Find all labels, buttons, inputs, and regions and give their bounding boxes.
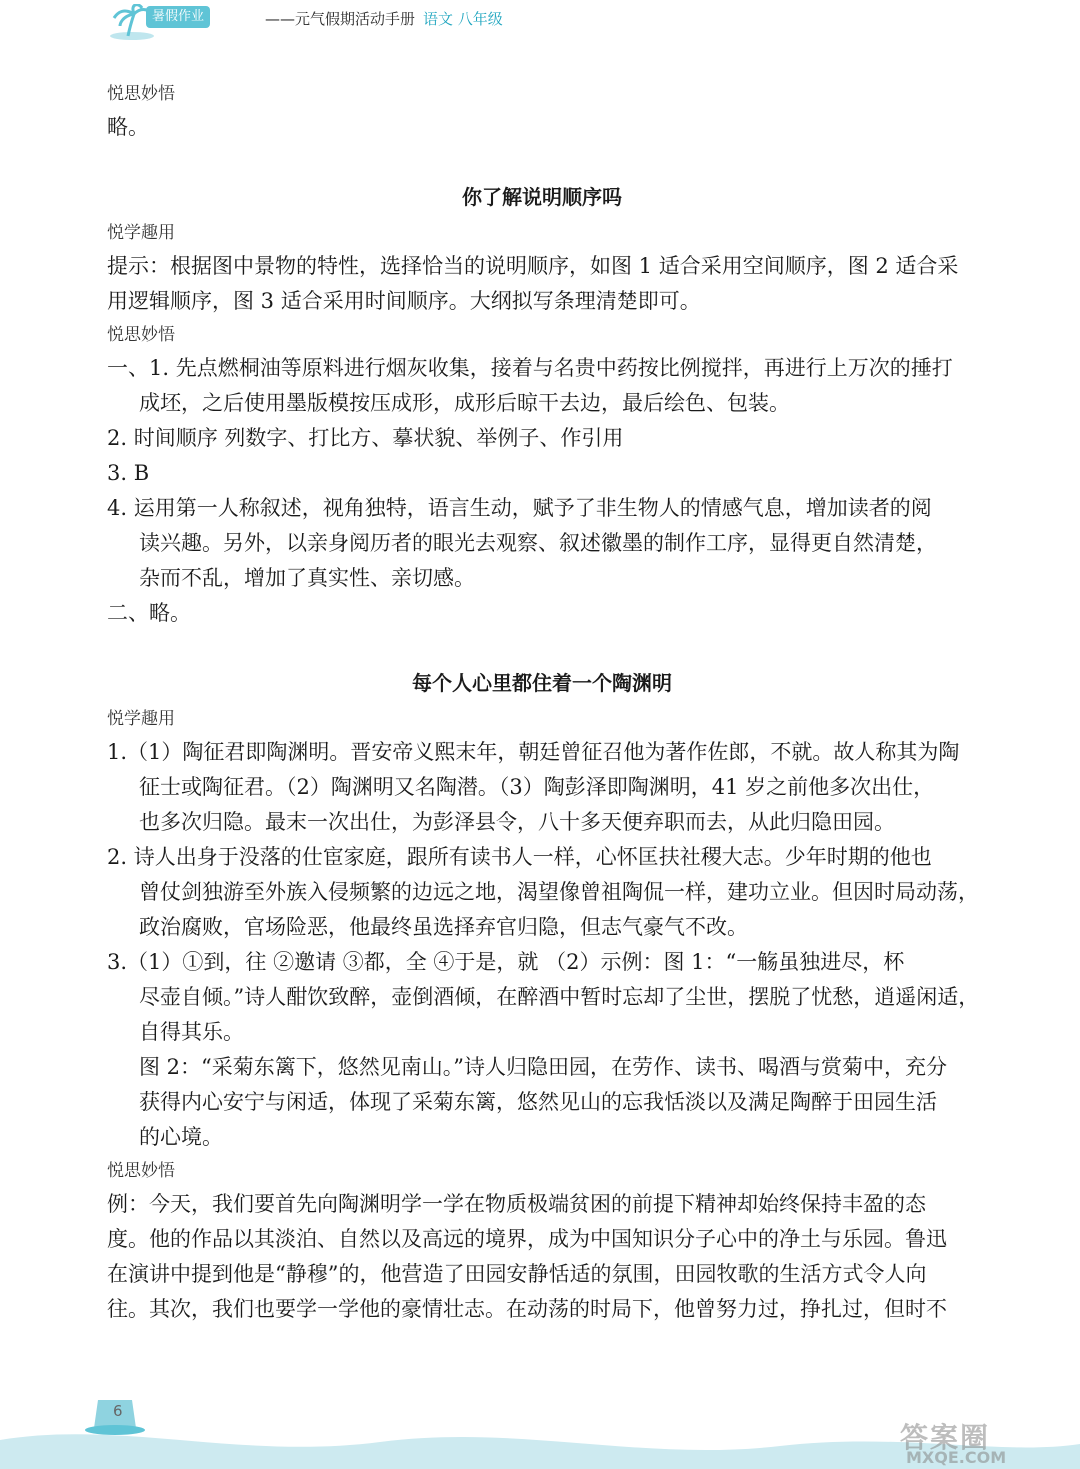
answer-line: 往。其次，我们也要学一学他的豪情壮志。在动荡的时局下，他曾努力过，挣扎过，但时不 bbox=[107, 1297, 947, 1321]
section-label: 悦学趣用 bbox=[107, 709, 175, 729]
section-label: 悦思妙悟 bbox=[107, 84, 175, 104]
section-label: 悦思妙悟 bbox=[107, 325, 175, 345]
answer-line: 3. B bbox=[107, 461, 150, 485]
answer-line: 征士或陶征君。（2）陶渊明又名陶潜。（3）陶彭泽即陶渊明，41 岁之前他多次出仕， bbox=[139, 775, 935, 799]
answer-line: 自得其乐。 bbox=[139, 1020, 244, 1044]
answer-line: 杂而不乱，增加了真实性、亲切感。 bbox=[139, 566, 475, 590]
answer-line: 例：今天，我们要首先向陶渊明学一学在物质极端贫困的前提下精神却始终保持丰盈的态 bbox=[107, 1192, 926, 1216]
answer-line: 也多次归隐。最末一次出仕，为彭泽县令，八十多天便弃职而去，从此归隐田园。 bbox=[139, 810, 895, 834]
answer-line: 政治腐败，官场险恶，他最终虽选择弃官归隐，但志气豪气不改。 bbox=[139, 915, 748, 939]
answer-line: 成坯，之后使用墨版模按压成形，成形后晾干去边，最后绘色、包装。 bbox=[139, 391, 790, 415]
answer-line: 用逻辑顺序，图 3 适合采用时间顺序。大纲拟写条理清楚即可。 bbox=[107, 289, 701, 313]
section-label: 悦思妙悟 bbox=[107, 1161, 175, 1181]
answer-line: 提示：根据图中景物的特性，选择恰当的说明顺序，如图 1 适合采用空间顺序，图 2 适合采 bbox=[107, 254, 959, 278]
answer-line: 二、略。 bbox=[107, 601, 191, 625]
answer-line: 度。他的作品以其淡泊、自然以及高远的境界，成为中国知识分子心中的净土与乐园。鲁迅 bbox=[107, 1227, 947, 1251]
answer-line: 获得内心安宁与闲适，体现了采菊东篱，悠然见山的忘我恬淡以及满足陶醉于田园生活 bbox=[139, 1090, 937, 1114]
answer-line: 2. 诗人出身于没落的仕宦家庭，跟所有读书人一样，心怀匡扶社稷大志。少年时期的他也 bbox=[107, 845, 932, 869]
answer-line: 1.（1）陶征君即陶渊明。晋安帝义熙末年，朝廷曾征召他为著作佐郎，不就。故人称其为陶 bbox=[107, 740, 960, 764]
section-title: 每个人心里都住着一个陶渊明 bbox=[412, 671, 672, 695]
page-content bbox=[107, 78, 980, 1327]
watermark bbox=[900, 1416, 1070, 1468]
answer-line: 略。 bbox=[107, 115, 149, 139]
watermark-domain: MXQE.COM bbox=[906, 1448, 1007, 1467]
answer-line: 尽壶自倾。”诗人酣饮致醉，壶倒酒倾，在醉酒中暂时忘却了尘世，摆脱了忧愁，逍遥闲适， bbox=[139, 985, 980, 1009]
watermark-text: 答案圈 bbox=[900, 1421, 991, 1454]
header-book-title: ——元气假期活动手册 bbox=[265, 10, 416, 28]
answer-line: 2. 时间顺序 列数字、打比方、摹状貌、举例子、作引用 bbox=[107, 426, 624, 450]
answer-line: 读兴趣。另外，以亲身阅历者的眼光去观察、叙述徽墨的制作工序，显得更自然清楚， bbox=[139, 531, 937, 555]
header-title bbox=[265, 8, 503, 29]
answer-line: 图 2：“采菊东篱下，悠然见南山。”诗人归隐田园，在劳作、读书、喝酒与赏菊中，充分 bbox=[139, 1055, 948, 1079]
answer-line: 的心境。 bbox=[139, 1125, 223, 1149]
answer-line: 在演讲中提到他是“静穆”的，他营造了田园安静恬适的氛围，田园牧歌的生活方式令人向 bbox=[107, 1262, 927, 1286]
answer-line: 3.（1）①到，往 ②邀请 ③都，全 ④于是，就 （2）示例：图 1：“一觞虽独进尽，杯 bbox=[107, 950, 905, 974]
answer-line: 曾仗剑独游至外族入侵频繁的边远之地，渴望像曾祖陶侃一样，建功立业。但因时局动荡， bbox=[139, 880, 979, 904]
logo-badge: 暑假作业 bbox=[146, 6, 210, 28]
section-title: 你了解说明顺序吗 bbox=[462, 185, 622, 209]
page-footer bbox=[0, 1390, 1080, 1469]
answer-line: 一、1. 先点燃桐油等原料进行烟灰收集，接着与名贵中药按比例搅拌，再进行上万次的捶打 bbox=[107, 356, 953, 380]
page-number: 6 bbox=[113, 1402, 123, 1420]
page-header bbox=[0, 0, 1080, 40]
header-subject: 语文 八年级 bbox=[423, 10, 503, 28]
section-label: 悦学趣用 bbox=[107, 223, 175, 243]
answer-line: 4. 运用第一人称叙述，视角独特，语言生动，赋予了非生物人的情感气息，增加读者的阅 bbox=[107, 496, 932, 520]
